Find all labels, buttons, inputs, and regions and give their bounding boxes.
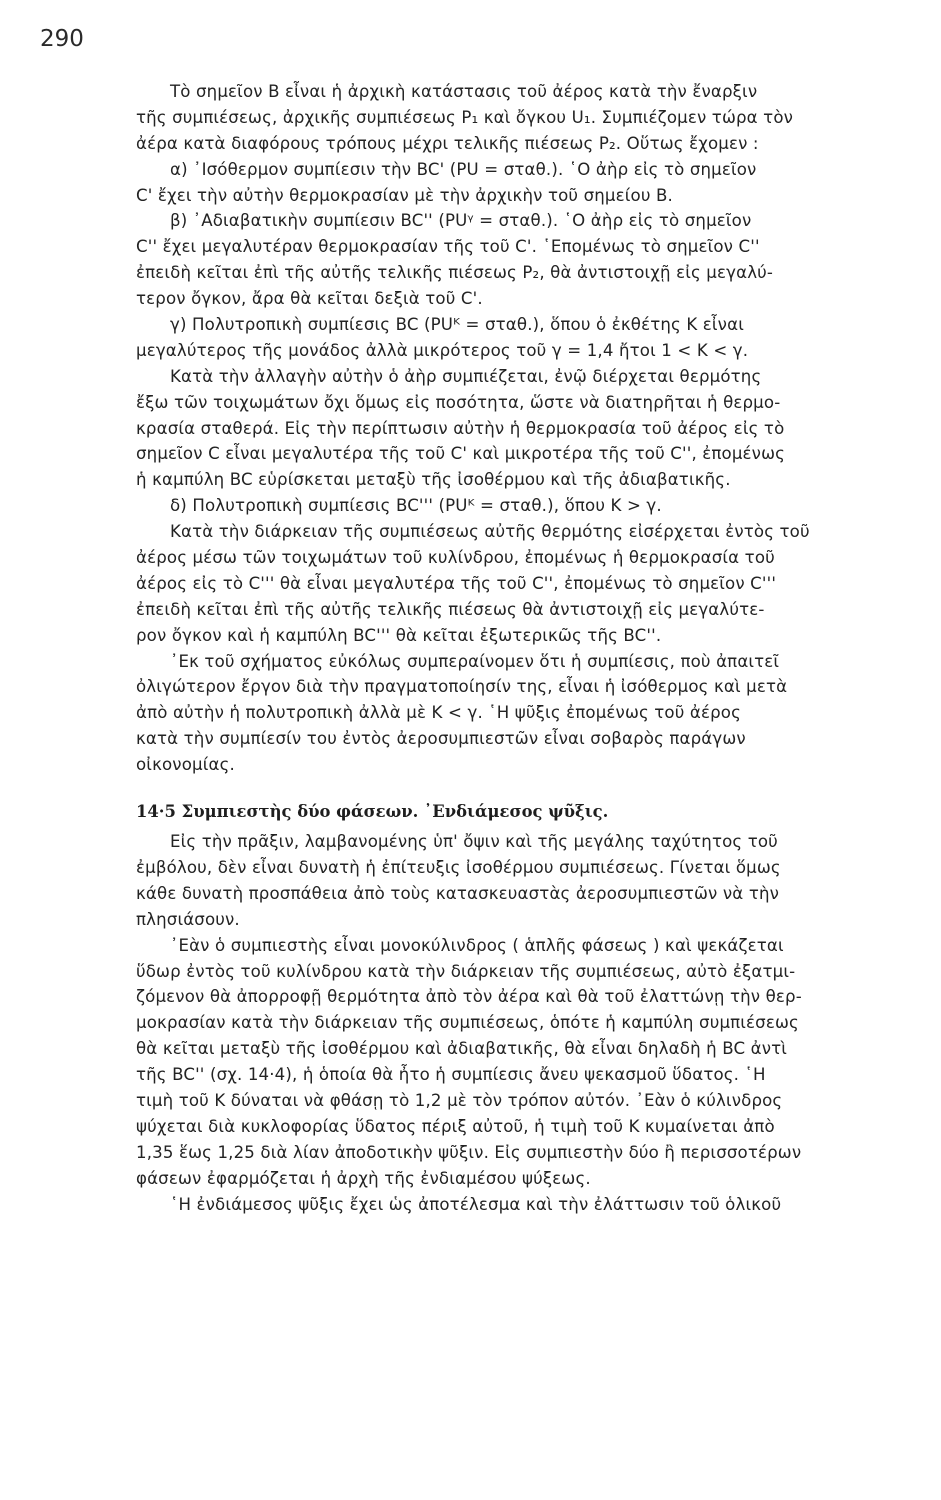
text-line: ἀέρος εἰς τὸ C''' θὰ εἶναι μεγαλυτέρα τῆς τοῦ C'', ἐπομένως τὸ σημεῖον C''' <box>136 573 777 593</box>
text-line: μοκρασίαν κατὰ τὴν διάρκειαν τῆς συμπιέσεως, ὁπότε ἡ καμπύλη συμπιέσεως <box>136 1013 799 1033</box>
text-line: σημεῖον C εἶναι μεγαλυτέρα τῆς τοῦ C' καὶ μικροτέρα τῆς τοῦ C'', ἐπομένως <box>136 444 786 464</box>
text-line: τῆς συμπιέσεως, ἀρχικῆς συμπιέσεως P₁ καὶ ὄγκου U₁. Συμπιέζομεν τώρα τὸν <box>136 107 794 127</box>
text-line: τερον ὄγκον, ἄρα θὰ κεῖται δεξιὰ τοῦ C'. <box>136 289 483 309</box>
text-line: κάθε δυνατὴ προσπάθεια ἀπὸ τοὺς κατασκευαστὰς ἀεροσυμπιεστῶν νὰ τὴν <box>136 883 780 903</box>
text-line: ᾿Εὰν ὁ συμπιεστὴς εἶναι μονοκύλινδρος ( ἁπλῆς φάσεως ) καὶ ψεκάζεται <box>170 935 784 955</box>
page-number: 290 <box>40 26 84 52</box>
text-line: C' ἔχει τὴν αὐτὴν θερμοκρασίαν μὲ τὴν ἀρχικὴν τοῦ σημείου Β. <box>136 185 673 205</box>
text-line: ἀέρος μέσω τῶν τοιχωμάτων τοῦ κυλίνδρου, ἐπομένως ἡ θερμοκρασία τοῦ <box>136 548 775 568</box>
text-line: κρασία σταθερά. Εἰς τὴν περίπτωσιν αὐτὴν ἡ θερμοκρασία τοῦ ἀέρος εἰς τὸ <box>136 418 785 438</box>
text-line: δ) Πολυτροπικὴ συμπίεσις BC''' (PUᴷ = σταθ.), ὅπου K > γ. <box>170 496 662 516</box>
text-line: Εἰς τὴν πρᾶξιν, λαμβανομένης ὑπ' ὄψιν καὶ τῆς μεγάλης ταχύτητος τοῦ <box>170 832 778 852</box>
text-line: ἡ καμπύλη BC εὑρίσκεται μεταξὺ τῆς ἰσοθέρμου καὶ τῆς ἀδιαβατικῆς. <box>136 470 731 490</box>
text-line: πλησιάσουν. <box>136 909 240 929</box>
text-line: Κατὰ τὴν ἀλλαγὴν αὐτὴν ὁ ἀὴρ συμπιέζεται, ἐνῷ διέρχεται θερμότης <box>170 366 762 386</box>
text-line: α) ᾿Ισόθερμον συμπίεσιν τὴν BC' (PU = σταθ.). ῾Ο ἀὴρ εἰς τὸ σημεῖον <box>170 159 757 179</box>
text-line: μεγαλύτερος τῆς μονάδος ἀλλὰ μικρότερος τοῦ γ = 1,4 ἤτοι 1 < K < γ. <box>136 340 749 360</box>
text-line: ῾Η ἐνδιάμεσος ψῦξις ἔχει ὡς ἀποτέλεσμα καὶ τὴν ἐλάττωσιν τοῦ ὁλικοῦ <box>170 1194 782 1214</box>
text-line: β) ᾿Αδιαβατικὴν συμπίεσιν BC'' (PUᵞ = σταθ.). ῾Ο ἀὴρ εἰς τὸ σημεῖον <box>170 211 752 231</box>
text-line: ἀπὸ αὐτὴν ἡ πολυτροπικὴ ἀλλὰ μὲ K < γ. ῾Η ψῦξις ἐπομένως τοῦ ἀέρος <box>136 703 741 723</box>
text-line: ὕδωρ ἐντὸς τοῦ κυλίνδρου κατὰ τὴν διάρκειαν τῆς συμπιέσεως, αὐτὸ ἐξατμι- <box>136 961 796 981</box>
text-line: κατὰ τὴν συμπίεσίν του ἐντὸς ἀεροσυμπιεστῶν εἶναι σοβαρὸς παράγων <box>136 729 746 749</box>
text-line: τιμὴ τοῦ Κ δύναται νὰ φθάσῃ τὸ 1,2 μὲ τὸν τρόπον αὐτόν. ᾿Εὰν ὁ κύλινδρος <box>136 1090 783 1110</box>
text-line: Τὸ σημεῖον Β εἶναι ἡ ἀρχικὴ κατάστασις τοῦ ἀέρος κατὰ τὴν ἔναρξιν <box>170 82 758 101</box>
text-line: 1,35 ἕως 1,25 διὰ λίαν ἀποδοτικὴν ψῦξιν. Εἰς συμπιεστὴν δύο ἢ περισσοτέρων <box>136 1142 802 1162</box>
text-line: ἐπειδὴ κεῖται ἐπὶ τῆς αὐτῆς τελικῆς πιέσεως θὰ ἀντιστοιχῇ εἰς μεγαλύτε- <box>136 599 765 619</box>
text-line: ὀλιγώτερον ἔργον διὰ τὴν πραγματοποίησίν της, εἶναι ἡ ἰσόθερμος καὶ μετὰ <box>136 677 788 697</box>
text-line: Κατὰ τὴν διάρκειαν τῆς συμπιέσεως αὐτῆς θερμότης εἰσέρχεται ἐντὸς τοῦ <box>170 522 810 542</box>
section-heading: 14·5 Συμπιεστὴς δύο φάσεων. ᾿Ενδιάμεσος ψῦξις. <box>136 802 609 822</box>
text-line: θὰ κεῖται μεταξὺ τῆς ἰσοθέρμου καὶ ἀδιαβατικῆς, θὰ εἶναι δηλαδὴ ἡ BC ἀντὶ <box>136 1039 788 1059</box>
text-line: ψύχεται διὰ κυκλοφορίας ὕδατος πέριξ αὐτοῦ, ἡ τιμὴ τοῦ Κ κυμαίνεται ἀπὸ <box>136 1116 775 1136</box>
text-line: ζόμενον θὰ ἀπορροφῇ θερμότητα ἀπὸ τὸν ἀέρα καὶ θὰ τοῦ ἐλαττώνῃ τὴν θερ- <box>136 987 802 1007</box>
text-line: γ) Πολυτροπικὴ συμπίεσις BC (PUᴷ = σταθ.), ὅπου ὁ ἐκθέτης Κ εἶναι <box>170 315 744 335</box>
text-line: ρον ὄγκον καὶ ἡ καμπύλη BC''' θὰ κεῖται ἐξωτερικῶς τῆς BC''. <box>136 625 662 645</box>
text-line: τῆς BC'' (σχ. 14·4), ἡ ὁποία θὰ ἦτο ἡ συμπίεσις ἄνευ ψεκασμοῦ ὕδατος. ῾Η <box>136 1065 766 1085</box>
text-line: C'' ἔχει μεγαλυτέραν θερμοκρασίαν τῆς τοῦ C'. ῾Επομένως τὸ σημεῖον C'' <box>136 237 760 257</box>
text-line: ἀέρα κατὰ διαφόρους τρόπους μέχρι τελικῆς πιέσεως P₂. Οὕτως ἔχομεν : <box>136 133 759 153</box>
text-line: φάσεων ἐφαρμόζεται ἡ ἀρχὴ τῆς ἐνδιαμέσου ψύξεως. <box>136 1168 591 1188</box>
text-line: ᾿Εκ τοῦ σχήματος εὐκόλως συμπεραίνομεν ὅτι ἡ συμπίεσις, ποὺ ἀπαιτεῖ <box>170 651 780 671</box>
text-line: οἰκονομίας. <box>136 755 235 775</box>
text-line: ἔξω τῶν τοιχωμάτων ὄχι ὅμως εἰς ποσότητα, ὥστε νὰ διατηρῆται ἡ θερμο- <box>136 392 781 412</box>
text-line: ἐπειδὴ κεῖται ἐπὶ τῆς αὐτῆς τελικῆς πιέσεως P₂, θὰ ἀντιστοιχῇ εἰς μεγαλύ- <box>136 263 774 283</box>
text-line: ἐμβόλου, δὲν εἶναι δυνατὴ ἡ ἐπίτευξις ἰσοθέρμου συμπιέσεως. Γίνεται ὅμως <box>136 857 781 877</box>
page-body <box>136 79 898 1217</box>
